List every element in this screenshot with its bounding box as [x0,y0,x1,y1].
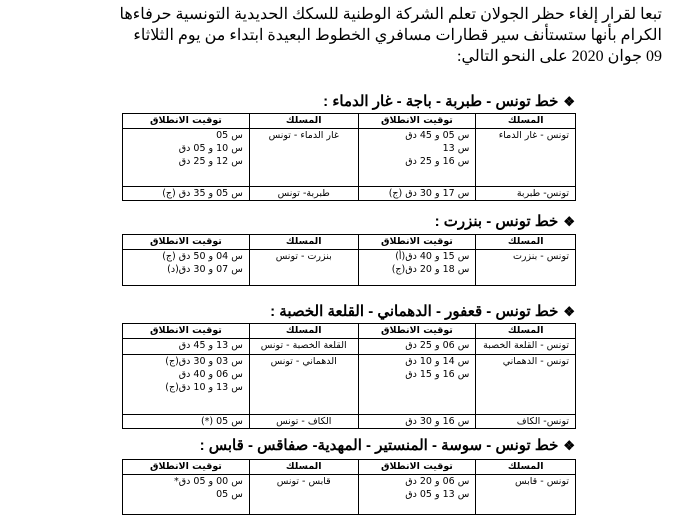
time-entry: س 05 [216,130,243,141]
time-cell [358,187,476,201]
time-entry: س 10 و 05 دق [178,143,243,154]
table-row [123,475,576,515]
schedule-table [122,113,576,201]
route-cell: تونس - الدهماني [476,355,576,415]
time-cell [358,250,476,286]
time-entry: س 15 و 40 دق(أ) [395,251,470,262]
time-cell [123,415,250,429]
section-title-text: خط تونس - بنزرت : [434,213,559,230]
diamond-bullet-icon: ❖ [563,214,575,229]
table-row [123,187,576,201]
section-title-text: خط تونس - قعفور - الدهماني - القلعة الخصبة : [270,303,559,320]
time-cell [358,339,476,355]
time-entry: س 16 و 30 دق [405,416,470,427]
section-title-text: خط تونس - طبربة - باجة - غار الدماء : [323,93,559,110]
route-cell: الكاف - تونس [249,415,358,429]
time-entry: س 07 و 30 دق(د) [167,264,243,275]
route-cell: تونس - بنزرت [476,250,576,286]
header-route: المسلك [476,324,576,339]
schedule-table [122,323,576,429]
schedule-table [122,234,576,286]
time-cell [123,129,250,187]
time-entry: س 03 و 30 دق(ج) [165,356,243,367]
time-entry: س 17 و 30 دق (ج) [388,188,470,199]
section-title-text: خط تونس - سوسة - المنستير - المهدية- صفاقس - قابس : [199,437,559,454]
time-cell [123,355,250,415]
time-entry: س 13 و 05 دق [405,489,470,500]
time-cell [123,339,250,355]
table-row [123,415,576,429]
time-cell [358,129,476,187]
table-row [123,250,576,286]
section-title [323,92,575,110]
header-departure: توقيت الانطلاق [358,235,476,250]
header-route: المسلك [249,235,358,250]
diamond-bullet-icon: ❖ [563,94,575,109]
time-entry: س 05 [216,489,243,500]
route-cell: بنزرت - تونس [249,250,358,286]
table-row [123,129,576,187]
table-header-row [123,324,576,339]
time-entry: س 13 [442,143,470,154]
time-entry: س 05 (*) [200,416,243,427]
time-entry: س 18 و 20 دق(ج) [391,264,470,275]
intro-paragraph [40,4,662,67]
header-departure: توقيت الانطلاق [123,114,250,129]
time-entry: س 04 و 50 دق (ج) [162,251,243,262]
time-entry: س 12 و 25 دق [178,156,243,167]
header-route: المسلك [476,460,576,475]
time-entry: س 06 و 40 دق [178,369,243,380]
header-route: المسلك [249,324,358,339]
diamond-bullet-icon: ❖ [563,304,575,319]
route-cell: تونس - قابس [476,475,576,515]
table-row [123,355,576,415]
header-route: المسلك [249,114,358,129]
intro-line: 09 جوان 2020 على النحو التالي: [457,48,662,65]
time-cell [123,187,250,201]
table-header-row [123,460,576,475]
section-title [200,436,575,454]
route-cell: تونس - غار الدماء [476,129,576,187]
time-cell [358,415,476,429]
route-cell: تونس - القلعة الخصبة [476,339,576,355]
time-entry: س 05 و 45 دق [405,130,470,141]
route-cell: الدهماني - تونس [249,355,358,415]
header-departure: توقيت الانطلاق [358,114,476,129]
route-cell: طبربة- تونس [249,187,358,201]
time-entry: س 05 و 35 دق (ج) [162,188,243,199]
header-route: المسلك [476,235,576,250]
section-title [435,212,575,230]
time-entry: س 00 و 05 دق* [174,476,243,487]
intro-line: الكرام بأنها ستستأنف سير قطارات مسافري الخطوط البعيدة ابتداء من يوم الثلاثاء [133,27,662,44]
route-cell: تونس- الكاف [476,415,576,429]
header-route: المسلك [249,460,358,475]
time-cell [123,475,250,515]
schedule-table [122,459,576,515]
header-departure: توقيت الانطلاق [123,235,250,250]
intro-line: تبعا لقرار إلغاء حظر الجولان تعلم الشركة الوطنية للسكك الحديدية التونسية حرفاءها [119,6,662,23]
time-entry: س 13 و 10 دق(ج) [165,382,243,393]
header-departure: توقيت الانطلاق [358,324,476,339]
table-row [123,339,576,355]
time-entry: س 06 و 20 دق [405,476,470,487]
table-header-row [123,235,576,250]
time-cell [358,475,476,515]
time-entry: س 06 و 25 دق [405,340,470,351]
route-cell: تونس- طبربة [476,187,576,201]
time-entry: س 14 و 10 دق [405,356,470,367]
header-departure: توقيت الانطلاق [123,460,250,475]
time-entry: س 13 و 45 دق [178,340,243,351]
section-title [270,302,575,320]
diamond-bullet-icon: ❖ [563,438,575,453]
header-departure: توقيت الانطلاق [358,460,476,475]
header-route: المسلك [476,114,576,129]
time-cell [123,250,250,286]
time-entry: س 16 و 15 دق [405,369,470,380]
route-cell: غار الدماء - تونس [249,129,358,187]
route-cell: القلعة الخصبة - تونس [249,339,358,355]
route-cell: قابس - تونس [249,475,358,515]
time-cell [358,355,476,415]
header-departure: توقيت الانطلاق [123,324,250,339]
time-entry: س 16 و 25 دق [405,156,470,167]
table-header-row [123,114,576,129]
